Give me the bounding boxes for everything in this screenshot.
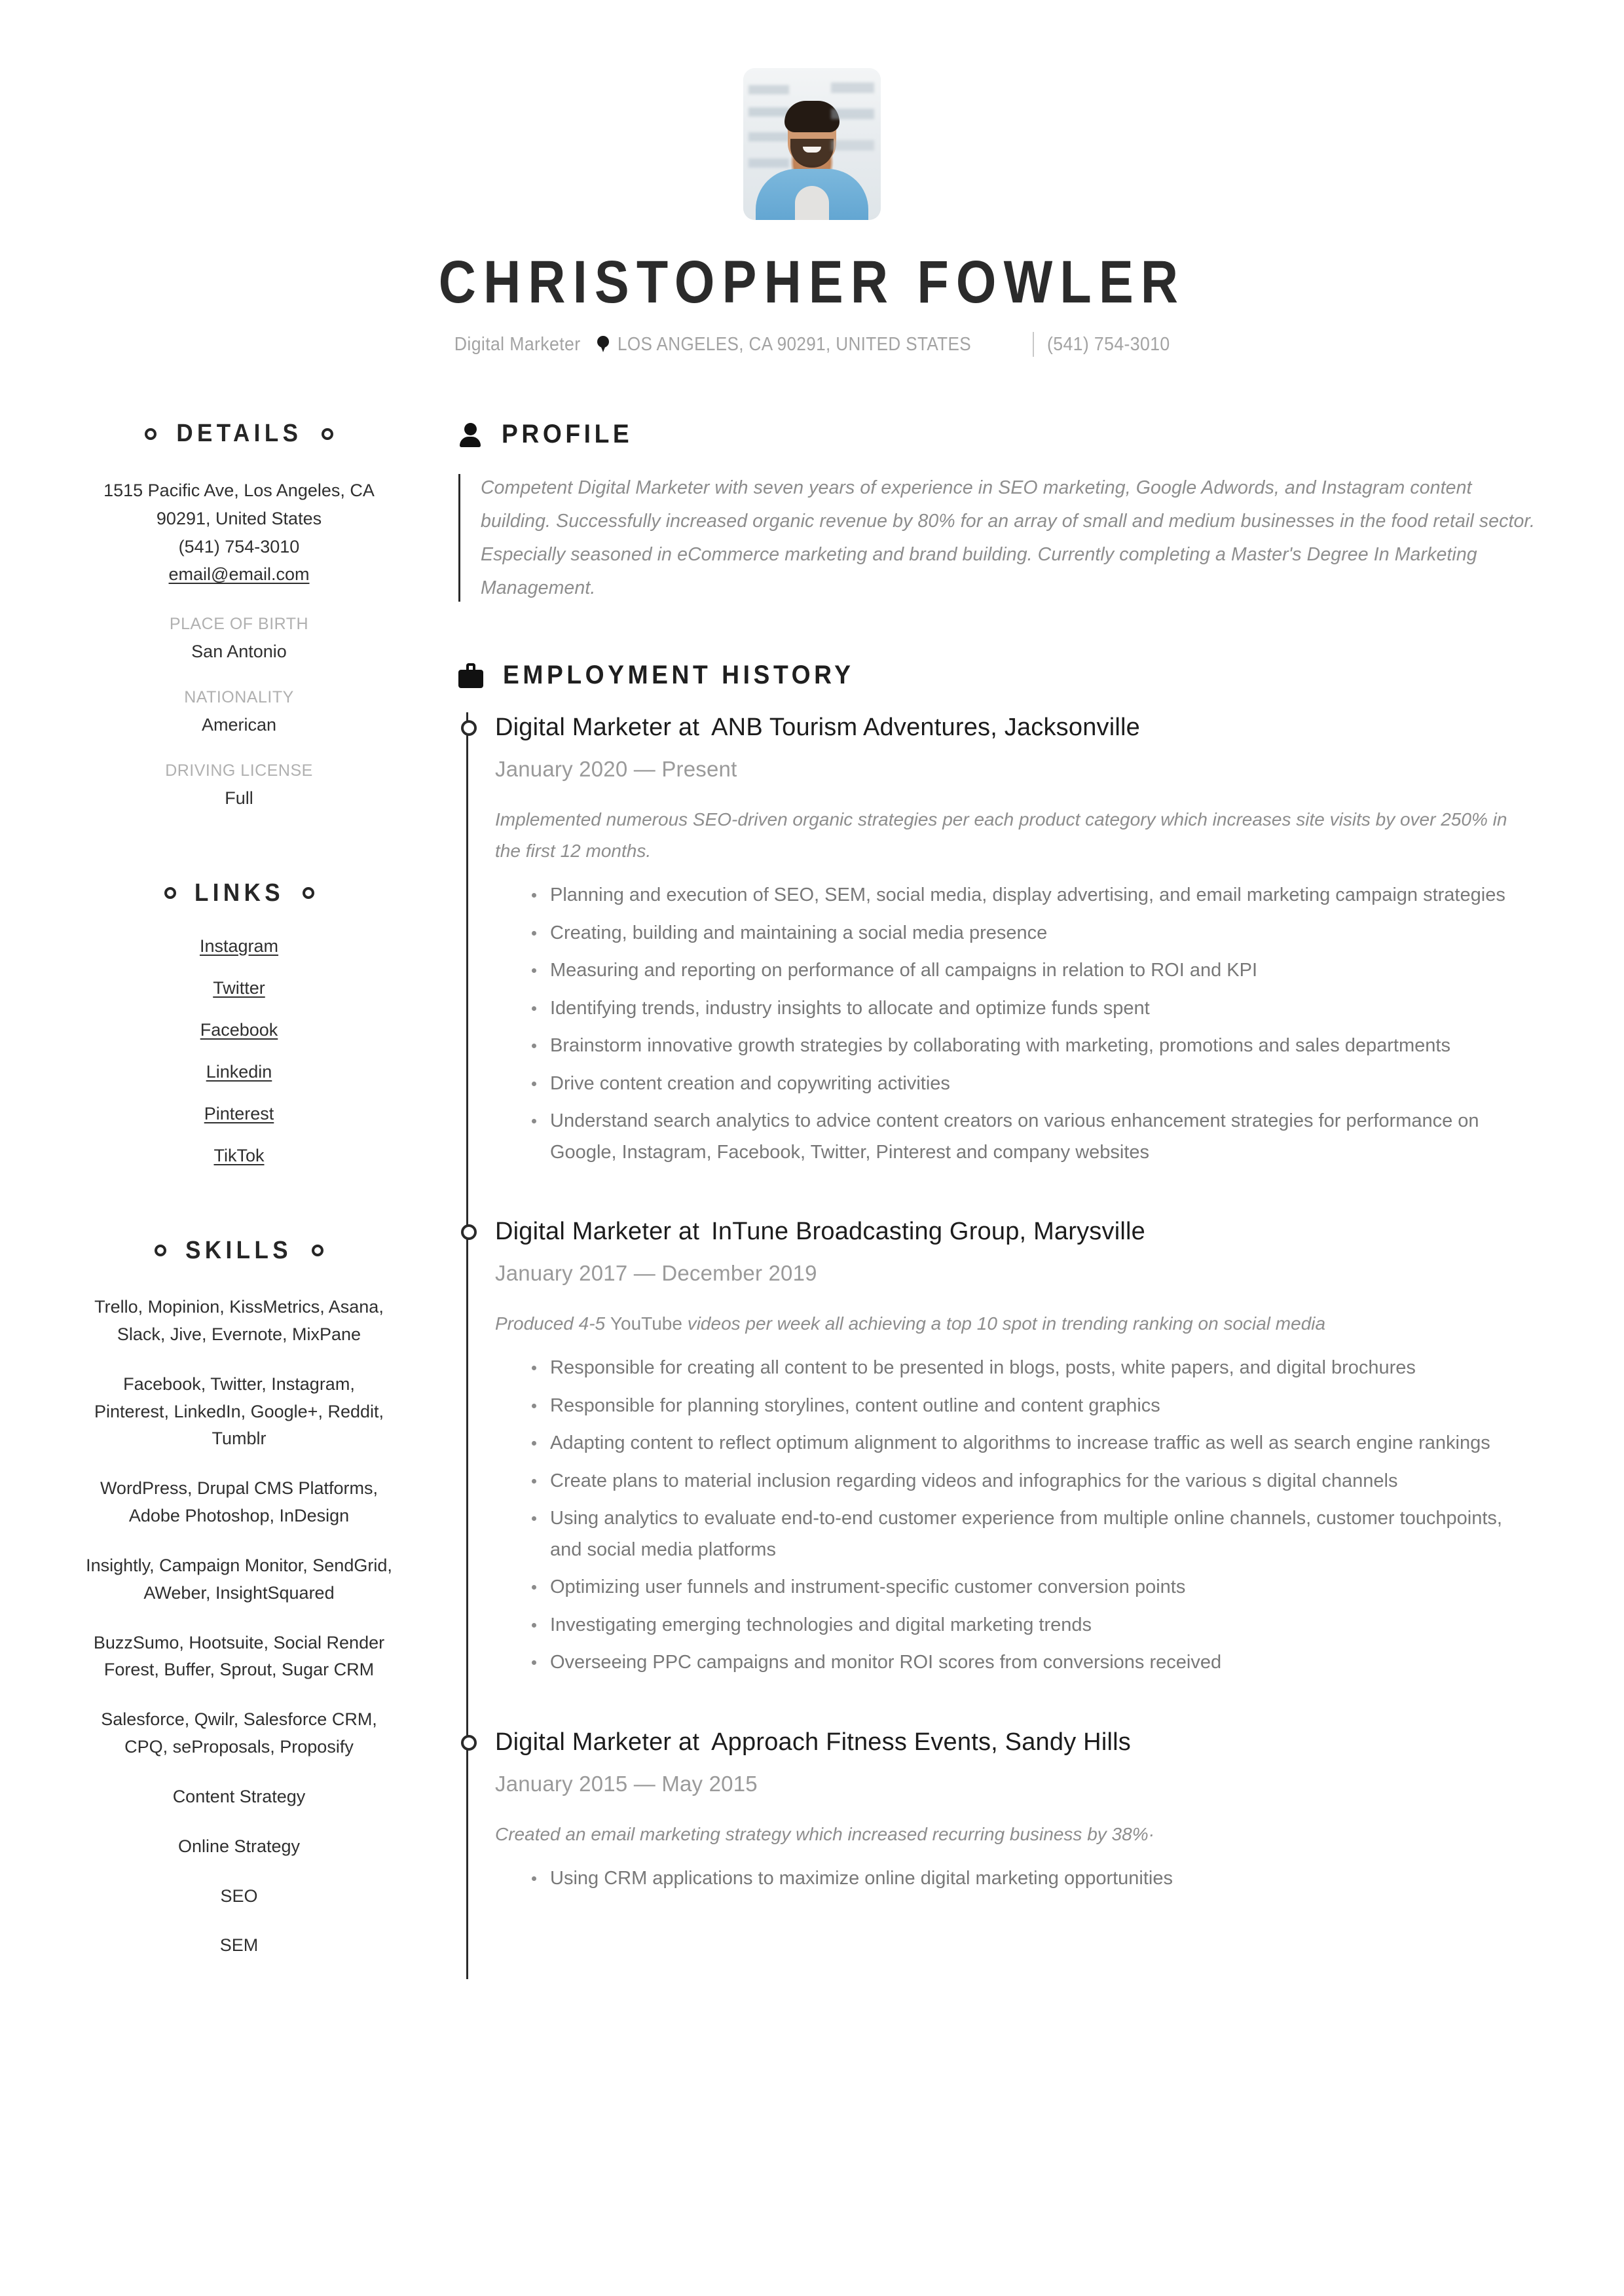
details-address-line-1: 1515 Pacific Ave, Los Angeles, CA xyxy=(103,481,375,501)
main-content xyxy=(419,420,1624,1901)
job-description-plain: YouTube xyxy=(610,1313,682,1334)
section-heading-employment xyxy=(458,661,1538,690)
list-item: WordPress, Drupal CMS Platforms, Adobe Photoshop, InDesign xyxy=(100,1478,378,1526)
employment-entry-1 xyxy=(495,712,1538,1168)
job-title-line-3 xyxy=(495,1727,1538,1758)
list-item: Using CRM applications to maximize online digital marketing opportunities xyxy=(550,1863,1538,1895)
list-item: Insightly, Campaign Monitor, SendGrid, AWeber, InsightSquared xyxy=(86,1555,392,1603)
avatar-beard xyxy=(790,139,834,168)
ring-icon-left xyxy=(155,1245,166,1256)
contact-bar xyxy=(0,332,1624,357)
resume-body xyxy=(0,420,1624,1959)
sidebar xyxy=(0,420,419,1959)
links-list xyxy=(85,936,393,1166)
timeline-marker-icon xyxy=(461,1224,477,1240)
list-item: Trello, Mopinion, KissMetrics, Asana, Slack, Jive, Evernote, MixPane xyxy=(94,1296,384,1344)
list-item: SEO xyxy=(220,1886,258,1906)
list-item: Understand search analytics to advice content creators on various enhancement strategies for performance on Google, Instagram, Facebook, Twitter, Pinterest and company websites xyxy=(550,1106,1538,1168)
person-icon xyxy=(458,422,482,447)
details-email-link[interactable]: email@email.com xyxy=(168,564,310,585)
job-title-line-2 xyxy=(495,1216,1538,1248)
spacer-links-skills xyxy=(85,1166,393,1237)
ring-icon-right xyxy=(322,428,333,440)
link-tiktok[interactable]: TikTok xyxy=(213,1145,265,1165)
job-description-1: Implemented numerous SEO-driven organic strategies per each product category which increases site visits by over 250% in the first 12 months. xyxy=(495,809,1507,861)
list-item xyxy=(85,1062,393,1082)
list-item: Create plans to material inclusion regarding videos and infographics for the various s digital channels xyxy=(550,1466,1538,1497)
list-item: Creating, building and maintaining a social media presence xyxy=(550,918,1538,949)
list-item: SEM xyxy=(219,1935,259,1956)
job-role: Digital Marketer at xyxy=(495,1728,700,1756)
details-heading-label: DETAILS xyxy=(175,420,303,448)
job-title-line-1 xyxy=(495,712,1538,744)
list-item: Optimizing user funnels and instrument-specific customer conversion points xyxy=(550,1572,1538,1603)
ring-icon-right xyxy=(303,887,314,899)
link-instagram[interactable]: Instagram xyxy=(199,936,279,956)
header-location: LOS ANGELES, CA 90291, UNITED STATES xyxy=(618,333,972,355)
job-role: Digital Marketer at xyxy=(495,714,700,742)
list-item: Adapting content to reflect optimum alignment to algorithms to increase traffic as well as search engine rankings xyxy=(550,1428,1538,1459)
details-label-nationality: NATIONALITY xyxy=(184,687,294,706)
list-item: BuzzSumo, Hootsuite, Social Render Forest, Buffer, Sprout, Sugar CRM xyxy=(93,1632,385,1680)
job-description-pre: Produced 4-5 xyxy=(495,1313,610,1334)
employment-heading-label: EMPLOYMENT HISTORY xyxy=(503,661,855,690)
avatar-photo xyxy=(743,68,881,220)
employment-entry-3 xyxy=(495,1727,1538,1894)
profile-summary-text: Competent Digital Marketer with seven years of experience in SEO marketing, Google Adwords, and Instagram content building. Successfully increased organic revenue by 80% for an array of small and medium businesses in the food retail sector. Especially seasoned in eCommerce marketing and brand building. Currently completing a Master's Degree In Marketing Management. xyxy=(481,477,1535,598)
employment-entry-2 xyxy=(495,1216,1538,1679)
list-item xyxy=(85,1104,393,1124)
contact-divider xyxy=(1033,332,1034,357)
ring-icon-left xyxy=(145,428,157,440)
link-facebook[interactable]: Facebook xyxy=(200,1019,278,1040)
job-dates-2: January 2017 — December 2019 xyxy=(495,1260,817,1285)
page-title: CHRISTOPHER FOWLER xyxy=(438,249,1186,316)
resume-header xyxy=(0,0,1624,357)
avatar-hair xyxy=(784,101,840,132)
details-phone: (541) 754-3010 xyxy=(178,536,300,556)
job-bullets-1 xyxy=(495,880,1538,1168)
list-item xyxy=(85,978,393,998)
job-description-2 xyxy=(495,1308,1538,1339)
sidebar-heading-links xyxy=(85,879,393,907)
job-role: Digital Marketer at xyxy=(495,1218,700,1246)
avatar-tshirt xyxy=(795,186,829,220)
list-item xyxy=(85,1146,393,1166)
map-pin-icon xyxy=(597,336,609,353)
section-heading-profile xyxy=(458,420,1538,449)
list-item: Responsible for planning storylines, content outline and content graphics xyxy=(550,1391,1538,1422)
list-item: Identifying trends, industry insights to allocate and optimize funds spent xyxy=(550,993,1538,1025)
job-dates-3: January 2015 — May 2015 xyxy=(495,1771,758,1796)
header-job-title: Digital Marketer xyxy=(454,333,581,355)
employment-timeline xyxy=(458,712,1538,1894)
skills-list xyxy=(85,1294,393,1959)
list-item: Content Strategy xyxy=(172,1786,306,1806)
header-phone: (541) 754-3010 xyxy=(1047,333,1170,355)
list-item: Planning and execution of SEO, SEM, social media, display advertising, and email marketing campaign strategies xyxy=(550,880,1538,911)
details-label-driving-license: DRIVING LICENSE xyxy=(165,761,313,780)
links-heading-label: LINKS xyxy=(194,879,284,907)
timeline-marker-icon xyxy=(461,1735,477,1751)
timeline-marker-icon xyxy=(461,720,477,736)
list-item: Overseeing PPC campaigns and monitor ROI scores from conversions received xyxy=(550,1647,1538,1679)
spacer-details-links xyxy=(85,809,393,879)
job-description-3: Created an email marketing strategy which increased recurring business by 38%· xyxy=(495,1823,1154,1844)
sidebar-heading-skills xyxy=(85,1237,393,1265)
list-item: Using analytics to evaluate end-to-end customer experience from multiple online channels, customer touchpoints, and social media platforms xyxy=(550,1503,1538,1565)
details-value-place-of-birth: San Antonio xyxy=(191,641,287,661)
sidebar-heading-details xyxy=(85,420,393,448)
list-item: Brainstorm innovative growth strategies by collaborating with marketing, promotions and sales departments xyxy=(550,1030,1538,1062)
job-company: ANB Tourism Adventures, Jacksonville xyxy=(711,714,1141,742)
job-company: InTune Broadcasting Group, Marysville xyxy=(711,1218,1145,1246)
list-item xyxy=(85,936,393,957)
job-bullets-3 xyxy=(495,1863,1538,1895)
link-twitter[interactable]: Twitter xyxy=(213,977,265,998)
ring-icon-left xyxy=(164,887,176,899)
job-description-post: videos per week all achieving a top 10 spot in trending ranking on social media xyxy=(682,1313,1326,1334)
details-value-driving-license: Full xyxy=(225,788,253,808)
list-item: Online Strategy xyxy=(177,1836,301,1856)
details-label-place-of-birth: PLACE OF BIRTH xyxy=(169,614,309,633)
ring-icon-right xyxy=(312,1245,323,1256)
list-item: Drive content creation and copywriting activities xyxy=(550,1068,1538,1100)
list-item: Measuring and reporting on performance of all campaigns in relation to ROI and KPI xyxy=(550,955,1538,987)
link-pinterest[interactable]: Pinterest xyxy=(204,1103,274,1123)
skills-heading-label: SKILLS xyxy=(185,1236,293,1264)
details-address-line-2: 90291, United States xyxy=(156,509,322,529)
list-item xyxy=(85,1020,393,1040)
avatar xyxy=(743,68,881,220)
list-item: Facebook, Twitter, Instagram, Pinterest, LinkedIn, Google+, Reddit, Tumblr xyxy=(94,1374,384,1449)
briefcase-icon xyxy=(458,663,483,688)
list-item: Investigating emerging technologies and digital marketing trends xyxy=(550,1610,1538,1641)
profile-block xyxy=(458,471,1538,604)
link-linkedin[interactable]: Linkedin xyxy=(206,1061,272,1082)
list-item: Salesforce, Qwilr, Salesforce CRM, CPQ, seProposals, Proposify xyxy=(101,1709,377,1757)
job-dates-1: January 2020 — Present xyxy=(495,756,737,781)
profile-heading-label: PROFILE xyxy=(502,420,633,449)
job-company: Approach Fitness Events, Sandy Hills xyxy=(711,1728,1131,1756)
details-value-nationality: American xyxy=(201,714,277,735)
list-item: Responsible for creating all content to be presented in blogs, posts, white papers, and digital brochures xyxy=(550,1353,1538,1384)
job-bullets-2 xyxy=(495,1353,1538,1679)
